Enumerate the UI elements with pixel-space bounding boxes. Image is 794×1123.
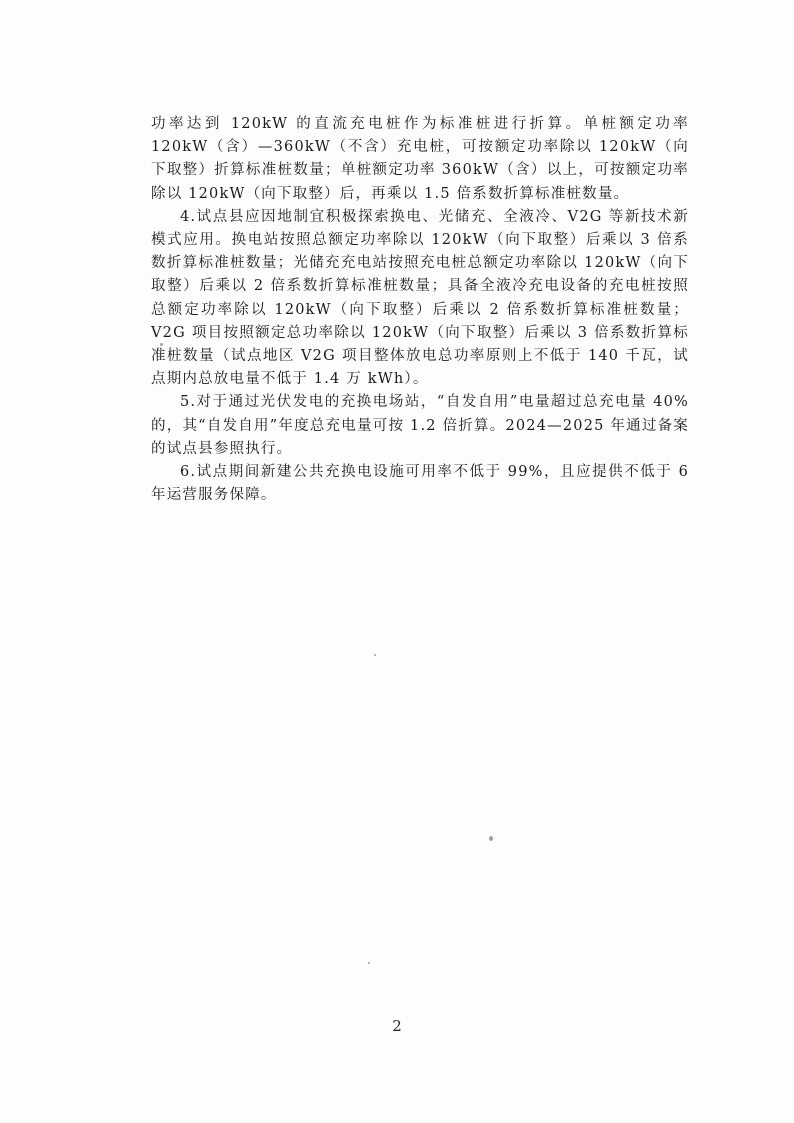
paragraph-item-6: 6.试点期间新建公共充换电设施可用率不低于 99%，且应提供不低于 6 年运营服务保障。 (151, 464, 689, 504)
scan-speck (374, 654, 376, 656)
paragraph-item-5: 5.对于通过光伏发电的充换电场站，“自发自用”电量超过总充电量 40%的，其“自发自用”年度总充电量可按 1.2 倍折算。2024—2025 年通过备案的试点县参照执行。 (151, 394, 689, 457)
page-number: 2 (392, 1017, 402, 1035)
paragraph-item-4: 4.试点县应因地制宜积极探索换电、光储充、全液冷、V2G 等新技术新模式应用。换电站按照总额定功率除以 120kW（向下取整）后乘以 3 倍系数折算标准桩数量；光储充充电站按照充电桩总额定功率除以 120kW（向下取整）后乘以 2 倍系数折算标准桩数量；具备全液冷充电设备的充电桩按照总额定功率除以 120kW（向下取整）后乘以 2 倍系数折算标准桩数量；V2G 项目按照额定总功率除以 120kW（向下取整）后乘以 3 倍系数折算标准桩数量（试点地区 V2G 项目整体放电总功率原则上不低于 140 千瓦，试点期内总放电量不低于 1.4 万 kWh）。 (151, 208, 689, 388)
scan-speck (368, 962, 370, 964)
scan-speck (160, 343, 163, 346)
document-body (151, 113, 689, 507)
scan-speck (489, 836, 493, 841)
paragraph-continuation: 功率达到 120kW 的直流充电桩作为标准桩进行折算。单桩额定功率 120kW（含）—360kW（不含）充电桩，可按额定功率除以 120kW（向下取整）折算标准桩数量；单桩额定功率 360kW（含）以上，可按额定功率除以 120kW（向下取整）后，再乘以 1.5 倍系数折算标准桩数量。 (151, 116, 689, 202)
